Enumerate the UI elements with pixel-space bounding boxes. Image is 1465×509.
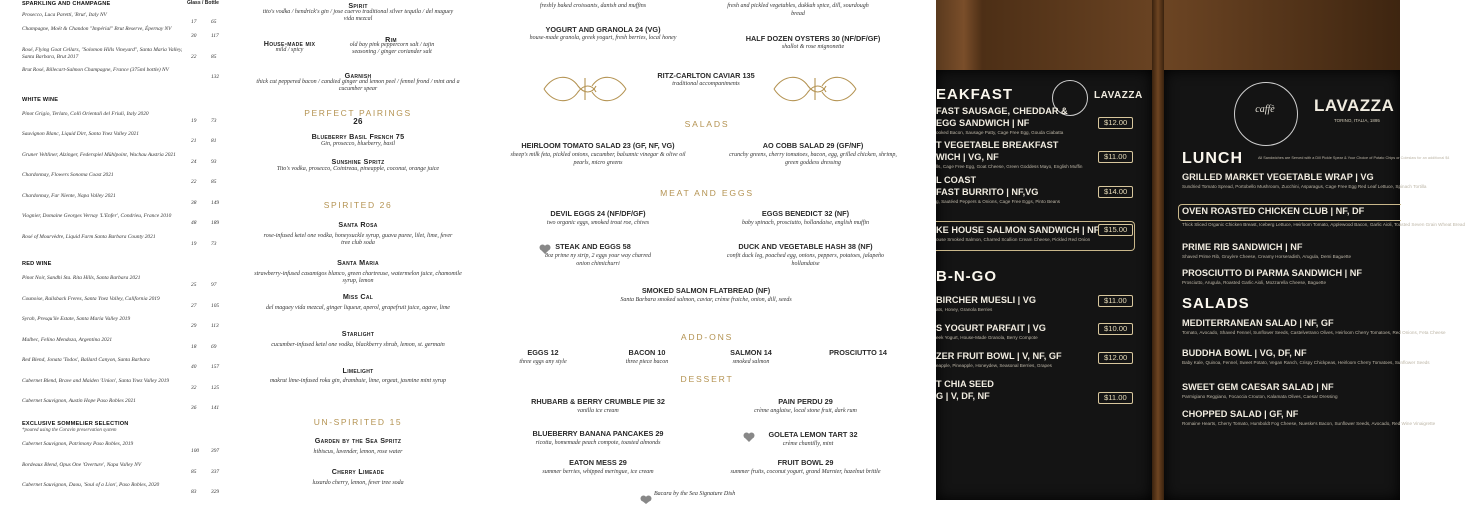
caviar-name: RITZ-CARLTON CAVIAR 135 [657, 71, 755, 80]
devil-eggs-name: DEVIL EGGS 24 (NF/DF/GF) [550, 209, 646, 218]
wine-name: Pinot Grigio, Terlato, Colli Orientali del Friuli, Italy 2020 [22, 111, 149, 117]
caviar-desc: traditional accompaniments [672, 81, 740, 87]
wine-section-note: *poured using the Coravin preservation system [22, 428, 117, 433]
eggs-benedict-name: EGGS BENEDICT 32 (NF) [761, 209, 850, 218]
garnish-heading: Garnish [344, 71, 372, 80]
oysters-name: HALF DOZEN OYSTERS 30 (NF/DF/GF) [745, 34, 881, 43]
wine-glass-price: 38 [191, 199, 197, 206]
santa-maria-name: Santa Maria [337, 258, 379, 267]
french75-name: Blueberry Basil French 75 [311, 132, 405, 141]
bfast-item-3-desc: g, Sautéed Peppers & Onions, Cage Free Eggs, Pinto Beans [936, 199, 1061, 204]
wine-bottle-price: 189 [211, 219, 220, 226]
wine-list-panel [0, 0, 238, 500]
wine-bottle-price: 65 [211, 18, 217, 25]
bfast-item-2-line1: T VEGETABLE BREAKFAST [936, 140, 1059, 150]
lunch-item-4-desc: Prosciutto, Arugula, Roasted Garlic Aioli, Mozzarella Cheese, Baguette [1182, 280, 1327, 285]
cafe-salad-2-desc: Baby Kale, Quinoa, Fennel, Sweet Potato, Vegan Ranch, Crispy Chickpeas, Heirloom Cherry Tomatoes, Sunflower Seeds [1182, 360, 1430, 365]
wine-name: Red Blend, Jonata 'Todos', Ballard Canyon, Santa Barbara [22, 357, 150, 363]
wine-bottle-price: 73 [211, 117, 217, 124]
pain-perdu-desc: crème anglaise, local stone fruit, dark rum [754, 408, 857, 414]
limelight-desc: makrut lime-infused roku gin, drambuie, lime, orgeat, jasmine mint syrup [269, 378, 447, 384]
wine-name: Cabernet Sauvignon, Austin Hope Paso Robles 2021 [22, 398, 136, 404]
addons-title: ADD-ONS [680, 332, 734, 342]
wine-name: Pinot Noir, Sandhi Sta. Rita Hills, Santa Barbara 2021 [22, 275, 141, 281]
wine-bottle-price: 113 [211, 322, 219, 329]
grab-item-3-desc: eapple, Pineapple, Honeydew, Seasonal Berries, Grapes [936, 363, 1052, 368]
heirloom-salad-desc: sheep's milk feta, pickled onions, cucumber, balsamic vinegar & olive oil pearls, micro greens [510, 152, 686, 166]
wine-glass-price: 22 [191, 178, 197, 185]
lemon-tart-desc: crème chantilly, mint [782, 441, 834, 447]
wine-name: Cabernet Blend, Brave and Maiden 'Union', Santa Ynez Valley 2019 [22, 378, 170, 384]
bfast-item-3-price: $14.00 [1098, 186, 1133, 198]
cobb-salad-desc: crunchy greens, cherry tomatoes, bacon, egg, grilled chicken, shrimp, green goddess dressing [729, 152, 897, 166]
lunch-item-1-name: GRILLED MARKET VEGETABLE WRAP | VG [1182, 172, 1374, 182]
yogurt-desc: house-made granola, greek yogurt, fresh berries, local honey [529, 35, 677, 41]
sunshine-spritz-name: Sunshine Spritz [331, 157, 385, 166]
garnish-desc: thick cut peppered bacon / candied ginger and lemon peel / fennel frond / mint and a cucumber spear [256, 79, 460, 93]
grab-item-1-name: BIRCHER MUESLI | VG [936, 295, 1037, 305]
rim-desc: old bay pink peppercorn salt / tajin seasoning / ginger coriander salt [349, 42, 435, 56]
steak-eggs-name: STEAK AND EGGS 58 [555, 242, 631, 251]
bfast-item-4-price: $15.00 [1098, 224, 1133, 236]
flatbread-name: SMOKED SALMON FLATBREAD (NF) [641, 286, 771, 295]
crumble-pie-desc: vanilla ice cream [577, 408, 619, 414]
grab-item-3-name: ZER FRUIT BOWL | V, NF, GF [936, 351, 1062, 361]
wine-glass-price: 85 [191, 468, 197, 475]
bfast-item-1-line1: FAST SAUSAGE, CHEDDAR & [936, 106, 1068, 116]
garden-spritz-name: Garden by the Sea Spritz [314, 436, 402, 445]
food-menu-panel [478, 0, 936, 500]
wine-glass-price: 17 [191, 18, 197, 25]
cocktail-panel [238, 0, 478, 500]
oysters-desc: shallot & rose mignonette [781, 44, 845, 50]
meat-eggs-title: MEAT AND EGGS [660, 188, 754, 198]
fruit-bowl-desc: summer fruits, coconut yogurt, grand Marnier, hazelnut brittle [730, 469, 881, 475]
cafe-salad-1-name: MEDITERRANEAN SALAD | NF, GF [1182, 318, 1334, 328]
dessert-title: DESSERT [680, 374, 734, 384]
wine-name: Rosé, Flying Goat Cellars, "Solomon Hills Vineyard", Santa Maria Valley, Santa Barbara, Brut 2017 [22, 47, 183, 60]
bfast-item-2-line2: WICH | VG, NF [936, 152, 999, 162]
miss-cal-name: Miss Cal [342, 292, 374, 301]
pain-perdu-name: PAIN PERDU 29 [778, 397, 833, 406]
perfect-pairings-title: PERFECT PAIRINGS [304, 108, 412, 118]
santa-rosa-desc: rose-infused ketel one vodka, honeysuckle syrup, guava puree, lilet, lime, fever tree club soda [263, 233, 453, 247]
addon-salmon-desc: smoked salmon [732, 359, 770, 365]
cafe-salad-1-desc: Tomato, Avocado, Shaved Fennel, Sunflower Seeds, Castelvetrano Olives, Heirloom Cherry Tomatoes, Red Onions, Feta Cheese [1182, 330, 1446, 335]
lunch-heading: LUNCH [1182, 150, 1243, 167]
wine-name: Rosé of Mourvèdre, Liquid Farm Santa Barbara County 2021 [22, 234, 156, 240]
wine-glass-price: 25 [191, 281, 197, 288]
cherry-limeade-desc: luxardo cherry, lemon, fever tree soda [312, 480, 404, 486]
wine-bottle-price: 337 [211, 468, 220, 475]
wine-bottle-price: 157 [211, 363, 220, 370]
cafe-salad-4-desc: Romaine Hearts, Cherry Tomato, Humboldt Fog Cheese, Nueske's Bacon, Sunflower Seeds, Avocado, Red Wine Vinaigrette [1182, 421, 1436, 426]
heirloom-salad-name: HEIRLOOM TOMATO SALAD 23 (GF, NF, VG) [521, 141, 675, 150]
cobb-salad-name: AO COBB SALAD 29 (GF/NF) [762, 141, 864, 150]
devil-eggs-desc: two organic eggs, smoked trout roe, chives [546, 220, 650, 226]
garden-spritz-desc: hibiscus, lavender, lemon, rose water [313, 449, 403, 455]
wine-name: Brut Rosé, Billecart-Salmon Champagne, France (375ml bottle) NV [22, 67, 169, 73]
santa-rosa-name: Santa Rosa [338, 220, 378, 229]
wine-bottle-price: 105 [211, 302, 220, 309]
wine-bottle-price: 85 [211, 178, 217, 185]
fruit-bowl-name: FRUIT BOWL 29 [777, 458, 834, 467]
spirited-title: SPIRITED 26 [323, 200, 393, 210]
french75-desc: Gin, prosecco, blueberry, basil [320, 141, 396, 147]
crumble-pie-name: RHUBARB & BERRY CRUMBLE PIE 32 [531, 397, 665, 406]
wine-bottle-price: 132 [211, 73, 220, 80]
addon-eggs-desc: three eggs any style [519, 359, 567, 365]
bfast-item-2-price: $11.00 [1098, 151, 1133, 163]
salads-title: SALADS [684, 119, 730, 129]
wine-bottle-price: 81 [211, 137, 217, 144]
lemon-tart-name: GOLETA LEMON TART 32 [768, 430, 858, 439]
salads-heading: SALADS [1182, 295, 1250, 312]
grab-item-2-name: S YOGURT PARFAIT | VG [936, 323, 1046, 333]
wine-glass-price: 24 [191, 158, 197, 165]
wine-glass-price: 18 [191, 343, 197, 350]
grab-item-5-price: $11.00 [1098, 392, 1133, 404]
wine-glass-price: 100 [191, 447, 200, 454]
signature-dish-icon [640, 491, 652, 500]
spirit-desc: tito's vodka / hendrick's gin / jose cuervo traditional silver tequila / del maguey vida mezcal [262, 9, 454, 23]
grab-item-1-price: $11.00 [1098, 295, 1133, 307]
wine-section-title: EXCLUSIVE SOMMELIER SELECTION [22, 421, 129, 427]
grab-item-2-price: $10.00 [1098, 323, 1133, 335]
crudite-desc: fresh and pickled vegetables, dukkah spice, dill, sourdough bread [727, 3, 869, 17]
grab-item-5-name: G | V, DF, NF [936, 391, 990, 401]
wine-glass-price: 21 [191, 137, 197, 144]
cafe-salad-2-name: BUDDHA BOWL | VG, DF, NF [1182, 348, 1307, 358]
limelight-name: Limelight [342, 366, 374, 375]
glass-bottle-header: Glass / Bottle [187, 0, 219, 6]
wine-glass-price: 40 [191, 363, 197, 370]
cherry-limeade-name: Cherry Limeade [331, 467, 385, 476]
wine-name: Syrah, Presqu'ile Estate, Santa Maria Valley 2019 [22, 316, 131, 322]
wine-name: Gruner Veltliner, Alzinger, Federspiel Mühlpoint, Wachau Austria 2021 [22, 152, 176, 158]
flatbread-desc: Santa Barbara smoked salmon, caviar, crème fraiche, onion, dill, seeds [620, 297, 792, 303]
perfect-pairings-price: 26 [353, 117, 363, 126]
wine-name: Counoise, Railsback Freres, Santa Ynez Valley, California 2019 [22, 296, 160, 302]
grab-item-4-name: T CHIA SEED [936, 379, 994, 389]
lunch-item-2-name: OVEN ROASTED CHICKEN CLUB | NF, DF [1182, 206, 1365, 216]
steak-eggs-desc: 8oz prime ny strip, 2 eggs your way charred onion chimichurri [545, 253, 651, 267]
lavazza-brand-right: LAVAZZA [1314, 96, 1395, 115]
wine-glass-price: 83 [191, 488, 197, 495]
wine-section-title: WHITE WINE [22, 97, 59, 103]
addon-prosciutto-name: PROSCIUTTO 14 [829, 348, 887, 357]
board-divider [1152, 0, 1164, 500]
wine-section-title: SPARKLING AND CHAMPAGNE [22, 1, 111, 7]
house-mix-desc: mild / spicy [275, 47, 304, 53]
wine-glass-price: 22 [191, 53, 197, 60]
grab-item-2-desc: eek Yogurt, House-Made Granola, Berry Compote [936, 335, 1038, 340]
addon-bacon-desc: three piece bacon [625, 359, 669, 365]
lavazza-tagline: TORINO, ITALIA, 1895 [1334, 118, 1380, 123]
wine-bottle-price: 125 [211, 384, 220, 391]
wine-bottle-price: 141 [211, 404, 220, 411]
wine-name: Viognier, Domaine Georges Vernay 'L'Enfer', Condrieu, France 2010 [22, 213, 172, 219]
starlight-name: Starlight [341, 329, 375, 338]
bfast-item-4-name: KE HOUSE SALMON SANDWICH | NF [936, 225, 1100, 235]
spirit-heading: Spirit [348, 1, 368, 10]
eaton-mess-name: EATON MESS 29 [569, 458, 627, 467]
wine-bottle-price: 117 [211, 32, 219, 39]
cafe-logo-text: caffè [1255, 104, 1275, 115]
grab-n-go-heading: B-N-GO [936, 268, 997, 285]
grab-item-3-price: $12.00 [1098, 352, 1133, 364]
signature-dish-legend: Bacara by the Sea Signature Dish [654, 491, 736, 497]
wine-glass-price: 27 [191, 302, 197, 309]
cafe-salad-4-name: CHOPPED SALAD | GF, NF [1182, 409, 1299, 419]
addon-salmon-name: SALMON 14 [730, 348, 772, 357]
lunch-item-3-name: PRIME RIB SANDWICH | NF [1182, 242, 1303, 252]
addon-eggs-name: EGGS 12 [527, 348, 559, 357]
wine-glass-price: 19 [191, 240, 197, 247]
wine-name: Bordeaux Blend, Opus One 'Overture', Napa Valley NV [22, 462, 142, 468]
duck-hash-name: DUCK AND VEGETABLE HASH 38 (NF) [738, 242, 873, 251]
lunch-note: All Sandwiches are Served with a Dill Pickle Spear & Your Choice of Potato Chips or Coleslaw for an additional $4 [1258, 156, 1450, 160]
wine-glass-price: 48 [191, 219, 197, 226]
miss-cal-desc: del maguey vida mezcal, ginger liqueur, aperol, grapefruit juice, agave, lime [266, 305, 450, 311]
wine-bottle-price: 85 [211, 53, 217, 60]
unspirited-title: UN-SPIRITED 15 [313, 417, 403, 427]
santa-maria-desc: strawberry-infused casamigos blanco, green chartreuse, watermelon juice, chamomile syrup, lemon [254, 271, 462, 285]
lunch-item-3-desc: Shaved Prime Rib, Gruyère Cheese, Creamy Horseradish, Arugula, Demi Baguette [1182, 254, 1352, 259]
ornament-right-icon [770, 72, 860, 106]
wine-bottle-price: 397 [211, 447, 220, 454]
house-mix-heading: House-made mix [263, 39, 316, 48]
wine-bottle-price: 69 [211, 343, 217, 350]
grab-item-1-desc: ats, Honey, Granola Berries [936, 307, 993, 312]
wine-bottle-price: 93 [211, 158, 217, 165]
wine-name: Chardonnay, Flowers Sonoma Coast 2021 [22, 172, 114, 178]
bfast-item-1-price: $12.00 [1098, 117, 1133, 129]
wine-bottle-price: 329 [211, 488, 220, 495]
wine-glass-price: 29 [191, 322, 197, 329]
duck-hash-desc: confit duck leg, poached egg, onions, peppers, potatoes, jalapeño hollandaise [726, 253, 885, 267]
lunch-item-4-name: PROSCIUTTO DI PARMA SANDWICH | NF [1182, 268, 1363, 278]
cafe-menu-photo [936, 0, 1465, 500]
lunch-item-2-desc: Thick Sliced Organic Chicken Breast, Iceberg Lettuce, Heirloom Tomato, Applewood Bacon, Garlic Aioli, Toasted Seven Grain Wheat Bread [1182, 222, 1465, 227]
wine-section-title: RED WINE [22, 261, 52, 267]
lavazza-brand-left: LAVAZZA [1094, 90, 1143, 101]
yogurt-name: YOGURT AND GRANOLA 24 (VG) [545, 25, 661, 34]
wine-name: Cabernet Sauvignon, Patrimony Paso Robles, 2019 [22, 441, 134, 447]
rim-heading: Rim [385, 35, 397, 44]
bfast-item-3-line2: FAST BURRITO | NF,VG [936, 187, 1039, 197]
wine-glass-price: 19 [191, 117, 197, 124]
wine-glass-price: 30 [191, 32, 197, 39]
breakfast-heading: EAKFAST [936, 86, 1014, 103]
sunshine-spritz-desc: Tito's vodka, prosecco, Cointreau, pineapple, coconut, orange juice [276, 166, 440, 172]
wine-bottle-price: 149 [211, 199, 220, 206]
pancakes-desc: ricotta, homemade peach compote, toasted almonds [535, 440, 661, 446]
bfast-item-3-line1: L COAST [936, 175, 977, 185]
wine-glass-price: 32 [191, 384, 197, 391]
bfast-item-1-desc: ooked Bacon, Sausage Patty, Cage Free Egg, Gouda Ciabatta [936, 130, 1064, 135]
starlight-desc: cucumber-infused ketel one vodka, blackberry shrub, lemon, st. germain [271, 342, 445, 348]
wine-name: Prosecco, Luca Paretti, 'Brut', Italy NV [22, 12, 107, 18]
addon-bacon-name: BACON 10 [628, 348, 666, 357]
wine-glass-price: 36 [191, 404, 197, 411]
wine-name: Malbec, Felino Mendoza, Argentina 2021 [22, 337, 113, 343]
wine-bottle-price: 73 [211, 240, 217, 247]
cafe-salad-3-name: SWEET GEM CAESAR SALAD | NF [1182, 382, 1334, 392]
bfast-item-1-line2: EGG SANDWICH | NF [936, 118, 1030, 128]
wine-name: Champagne, Moët & Chandon "Impérial" Brut Reserve, Épernay NV [22, 26, 172, 32]
bfast-item-2-desc: lls, Cage Free Egg, Goat Cheese, Green Goddess Mayo, English Muffin [936, 164, 1083, 169]
eaton-mess-desc: summer berries, whipped meringue, ice cream [542, 469, 654, 475]
wine-bottle-price: 97 [211, 281, 217, 288]
eggs-benedict-desc: baby spinach, prosciutto, hollandaise, english muffin [741, 220, 870, 226]
bfast-item-4-desc: ouse Smoked Salmon, Charred Scallion Cream Cheese, Pickled Red Onion [936, 237, 1091, 242]
wine-name: Cabernet Sauvignon, Daou, 'Soul of a Lion', Paso Robles, 2020 [22, 482, 160, 488]
cafe-salad-3-desc: Parmigiano Reggiano, Focaccia Crouton, Kalamata Olives, Caesar Dressing [1182, 394, 1338, 399]
pastry-desc: freshly baked croissants, danish and muffins [539, 3, 647, 9]
wine-name: Sauvignon Blanc, Liquid Dirt, Santa Ynez Valley 2021 [22, 131, 139, 137]
wine-name: Chardonnay, Far Niente, Napa Valley 2021 [22, 193, 116, 199]
lunch-item-1-desc: Sundried Tomato Spread, Portobello Mushroom, Zucchini, Asparagus, Cage Free Egg Red Leaf Lettuce, Spinach Tortilla [1182, 184, 1427, 189]
pancakes-name: BLUEBERRY BANANA PANCAKES 29 [532, 429, 664, 438]
